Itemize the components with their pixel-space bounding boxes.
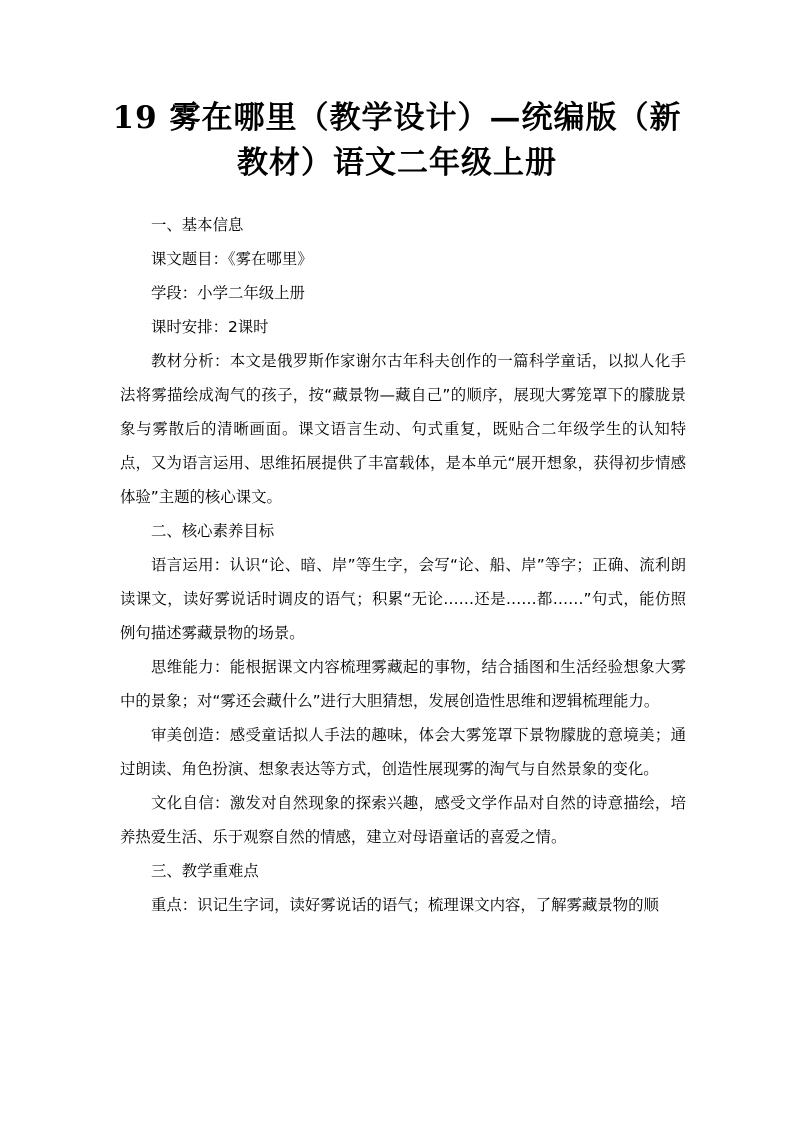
textbook-analysis-paragraph: 教材分析：本文是俄罗斯作家谢尔古年科夫创作的一篇科学童话，以拟人化手法将雾描绘成淘气的孩子，按“藏景物—藏自己”的顺序，展现大雾笼罩下的朦胧景象与雾散后的清晰画面。课文语言生动、句式重复，既贴合二年级学生的认知特点，又为语言运用、思维拓展提供了丰富载体，是本单元“展开想象，获得初步情感体验”主题的核心课文。: [120, 352, 686, 506]
thinking-ability-paragraph: 思维能力：能根据课文内容梳理雾藏起的事物，结合插图和生活经验想象大雾中的景象；对“雾还会藏什么”进行大胆猜想，发展创造性思维和逻辑梳理能力。: [120, 658, 686, 710]
section-heading-key-points: 三、教学重难点: [151, 862, 259, 880]
section-heading-basic-info: 一、基本信息: [151, 216, 244, 234]
lesson-title-line: 课文题目：《雾在哪里》: [151, 250, 313, 268]
document-body: [120, 208, 686, 922]
document-title: 19 雾在哪里（教学设计）—统编版（新教材）语文二年级上册: [112, 100, 682, 181]
cultural-confidence-paragraph: 文化自信：激发对自然现象的探索兴趣，感受文学作品对自然的诗意描绘，培养热爱生活、乐于观察自然的情感，建立对母语童话的喜爱之情。: [120, 794, 686, 846]
language-use-paragraph: 语言运用：认识“论、暗、岸”等生字，会写“论、船、岸”等字；正确、流利朗读课文，读好雾说话时调皮的语气；积累“无论……还是……都……”句式，能仿照例句描述雾藏景物的场景。: [120, 556, 686, 642]
section-heading-core-goals: 二、核心素养目标: [151, 522, 275, 540]
key-point-paragraph: 重点：识记生字词，读好雾说话的语气；梳理课文内容，了解雾藏景物的顺: [151, 896, 659, 914]
aesthetic-creation-paragraph: 审美创造：感受童话拟人手法的趣味，体会大雾笼罩下景物朦胧的意境美；通过朗读、角色扮演、想象表达等方式，创造性展现雾的淘气与自然景象的变化。: [120, 726, 686, 778]
class-hours-line: 课时安排：2课时: [151, 318, 269, 336]
grade-line: 学段：小学二年级上册: [151, 284, 305, 302]
